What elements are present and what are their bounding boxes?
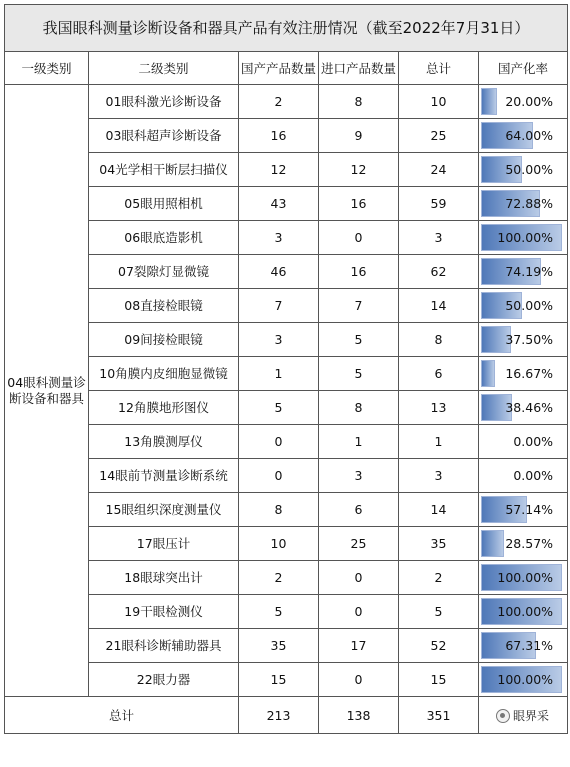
ratio-cell [479, 153, 568, 187]
domestic-cell: 46 [239, 255, 319, 289]
table-row [5, 493, 568, 527]
imported-cell: 8 [319, 85, 399, 119]
imported-cell: 16 [319, 187, 399, 221]
registration-table [4, 4, 568, 734]
ratio-text: 57.14% [505, 502, 554, 517]
domestic-cell: 12 [239, 153, 319, 187]
imported-cell: 0 [319, 221, 399, 255]
domestic-cell: 5 [239, 595, 319, 629]
domestic-cell: 0 [239, 459, 319, 493]
total-cell: 14 [399, 493, 479, 527]
ratio-text: 0.00% [513, 468, 554, 483]
domestic-cell: 2 [239, 561, 319, 595]
total-cell: 5 [399, 595, 479, 629]
imported-cell: 3 [319, 459, 399, 493]
domestic-cell: 7 [239, 289, 319, 323]
ratio-cell [479, 187, 568, 221]
imported-cell: 7 [319, 289, 399, 323]
total-cell: 2 [399, 561, 479, 595]
imported-cell: 9 [319, 119, 399, 153]
total-cell: 35 [399, 527, 479, 561]
level2-cell: 08直接检眼镜 [89, 289, 239, 323]
ratio-cell [479, 85, 568, 119]
table-row [5, 391, 568, 425]
total-total: 351 [399, 697, 479, 734]
level2-cell: 10角膜内皮细胞显微镜 [89, 357, 239, 391]
domestic-cell: 0 [239, 425, 319, 459]
imported-cell: 5 [319, 357, 399, 391]
header-row [5, 52, 568, 85]
ratio-text: 67.31% [505, 638, 554, 653]
level2-cell: 21眼科诊断辅助器具 [89, 629, 239, 663]
table-row [5, 255, 568, 289]
imported-cell: 8 [319, 391, 399, 425]
ratio-text: 100.00% [497, 570, 554, 585]
domestic-cell: 2 [239, 85, 319, 119]
total-cell: 15 [399, 663, 479, 697]
header-imported: 进口产品数量 [319, 52, 399, 85]
domestic-cell: 16 [239, 119, 319, 153]
total-cell: 3 [399, 221, 479, 255]
watermark-text: 眼界采 [512, 709, 549, 723]
ratio-cell [479, 561, 568, 595]
header-ratio: 国产化率 [479, 52, 568, 85]
ratio-cell [479, 391, 568, 425]
ratio-cell [479, 493, 568, 527]
ratio-text: 50.00% [505, 298, 554, 313]
level2-cell: 15眼组织深度测量仪 [89, 493, 239, 527]
level2-cell: 14眼前节测量诊断系统 [89, 459, 239, 493]
ratio-text: 0.00% [513, 434, 554, 449]
table-row [5, 187, 568, 221]
table-container [4, 4, 567, 734]
level2-cell: 22眼力器 [89, 663, 239, 697]
ratio-text: 74.19% [505, 264, 554, 279]
level2-cell: 17眼压计 [89, 527, 239, 561]
imported-cell: 1 [319, 425, 399, 459]
total-label: 总计 [5, 697, 239, 734]
level1-category-cell: 04眼科测量诊断设备和器具 [5, 85, 89, 697]
table-row [5, 357, 568, 391]
ratio-text: 37.50% [505, 332, 554, 347]
imported-cell: 5 [319, 323, 399, 357]
ratio-text: 50.00% [505, 162, 554, 177]
table-title: 我国眼科测量诊断设备和器具产品有效注册情况（截至2022年7月31日） [5, 5, 568, 52]
table-row [5, 663, 568, 697]
ratio-cell [479, 459, 568, 493]
level2-cell: 06眼底造影机 [89, 221, 239, 255]
total-cell: 8 [399, 323, 479, 357]
table-row [5, 527, 568, 561]
ratio-cell [479, 629, 568, 663]
table-row [5, 289, 568, 323]
ratio-cell [479, 595, 568, 629]
imported-cell: 0 [319, 561, 399, 595]
level2-cell: 19干眼检测仪 [89, 595, 239, 629]
ratio-text: 64.00% [505, 128, 554, 143]
ratio-cell [479, 221, 568, 255]
wechat-icon [496, 709, 510, 723]
domestic-cell: 43 [239, 187, 319, 221]
imported-cell: 0 [319, 595, 399, 629]
level2-cell: 04光学相干断层扫描仪 [89, 153, 239, 187]
total-cell: 62 [399, 255, 479, 289]
total-cell: 13 [399, 391, 479, 425]
ratio-cell [479, 357, 568, 391]
table-row [5, 153, 568, 187]
ratio-text: 38.46% [505, 400, 554, 415]
ratio-text: 100.00% [497, 230, 554, 245]
header-total: 总计 [399, 52, 479, 85]
level2-cell: 12角膜地形图仪 [89, 391, 239, 425]
ratio-text: 100.00% [497, 604, 554, 619]
total-cell: 25 [399, 119, 479, 153]
total-cell: 52 [399, 629, 479, 663]
total-cell: 14 [399, 289, 479, 323]
ratio-text: 28.57% [505, 536, 554, 551]
level2-cell: 07裂隙灯显微镜 [89, 255, 239, 289]
domestic-cell: 15 [239, 663, 319, 697]
level2-cell: 09间接检眼镜 [89, 323, 239, 357]
table-row [5, 85, 568, 119]
header-domestic: 国产产品数量 [239, 52, 319, 85]
domestic-cell: 1 [239, 357, 319, 391]
total-cell: 10 [399, 85, 479, 119]
table-row [5, 629, 568, 663]
imported-cell: 12 [319, 153, 399, 187]
total-imported: 138 [319, 697, 399, 734]
table-body [5, 85, 568, 734]
table-row [5, 459, 568, 493]
domestic-cell: 35 [239, 629, 319, 663]
ratio-text: 72.88% [505, 196, 554, 211]
ratio-cell [479, 255, 568, 289]
ratio-text: 16.67% [505, 366, 554, 381]
domestic-cell: 5 [239, 391, 319, 425]
level2-cell: 18眼球突出计 [89, 561, 239, 595]
ratio-cell [479, 663, 568, 697]
total-row [5, 697, 568, 734]
imported-cell: 25 [319, 527, 399, 561]
table-row [5, 425, 568, 459]
total-domestic: 213 [239, 697, 319, 734]
imported-cell: 0 [319, 663, 399, 697]
level2-cell: 13角膜测厚仪 [89, 425, 239, 459]
domestic-cell: 3 [239, 323, 319, 357]
ratio-cell [479, 425, 568, 459]
ratio-text: 100.00% [497, 672, 554, 687]
domestic-cell: 10 [239, 527, 319, 561]
ratio-text: 20.00% [505, 94, 554, 109]
total-cell: 1 [399, 425, 479, 459]
ratio-cell [479, 527, 568, 561]
level2-cell: 01眼科激光诊断设备 [89, 85, 239, 119]
table-row [5, 561, 568, 595]
header-level1: 一级类别 [5, 52, 89, 85]
total-cell: 59 [399, 187, 479, 221]
total-cell: 3 [399, 459, 479, 493]
level2-cell: 05眼用照相机 [89, 187, 239, 221]
ratio-cell [479, 119, 568, 153]
header-level2: 二级类别 [89, 52, 239, 85]
imported-cell: 16 [319, 255, 399, 289]
table-row [5, 323, 568, 357]
imported-cell: 17 [319, 629, 399, 663]
domestic-cell: 8 [239, 493, 319, 527]
watermark [496, 707, 549, 724]
domestic-cell: 3 [239, 221, 319, 255]
ratio-cell [479, 289, 568, 323]
total-cell: 24 [399, 153, 479, 187]
table-row [5, 595, 568, 629]
total-cell: 6 [399, 357, 479, 391]
imported-cell: 6 [319, 493, 399, 527]
level2-cell: 03眼科超声诊断设备 [89, 119, 239, 153]
table-row [5, 119, 568, 153]
table-row [5, 221, 568, 255]
ratio-cell [479, 323, 568, 357]
